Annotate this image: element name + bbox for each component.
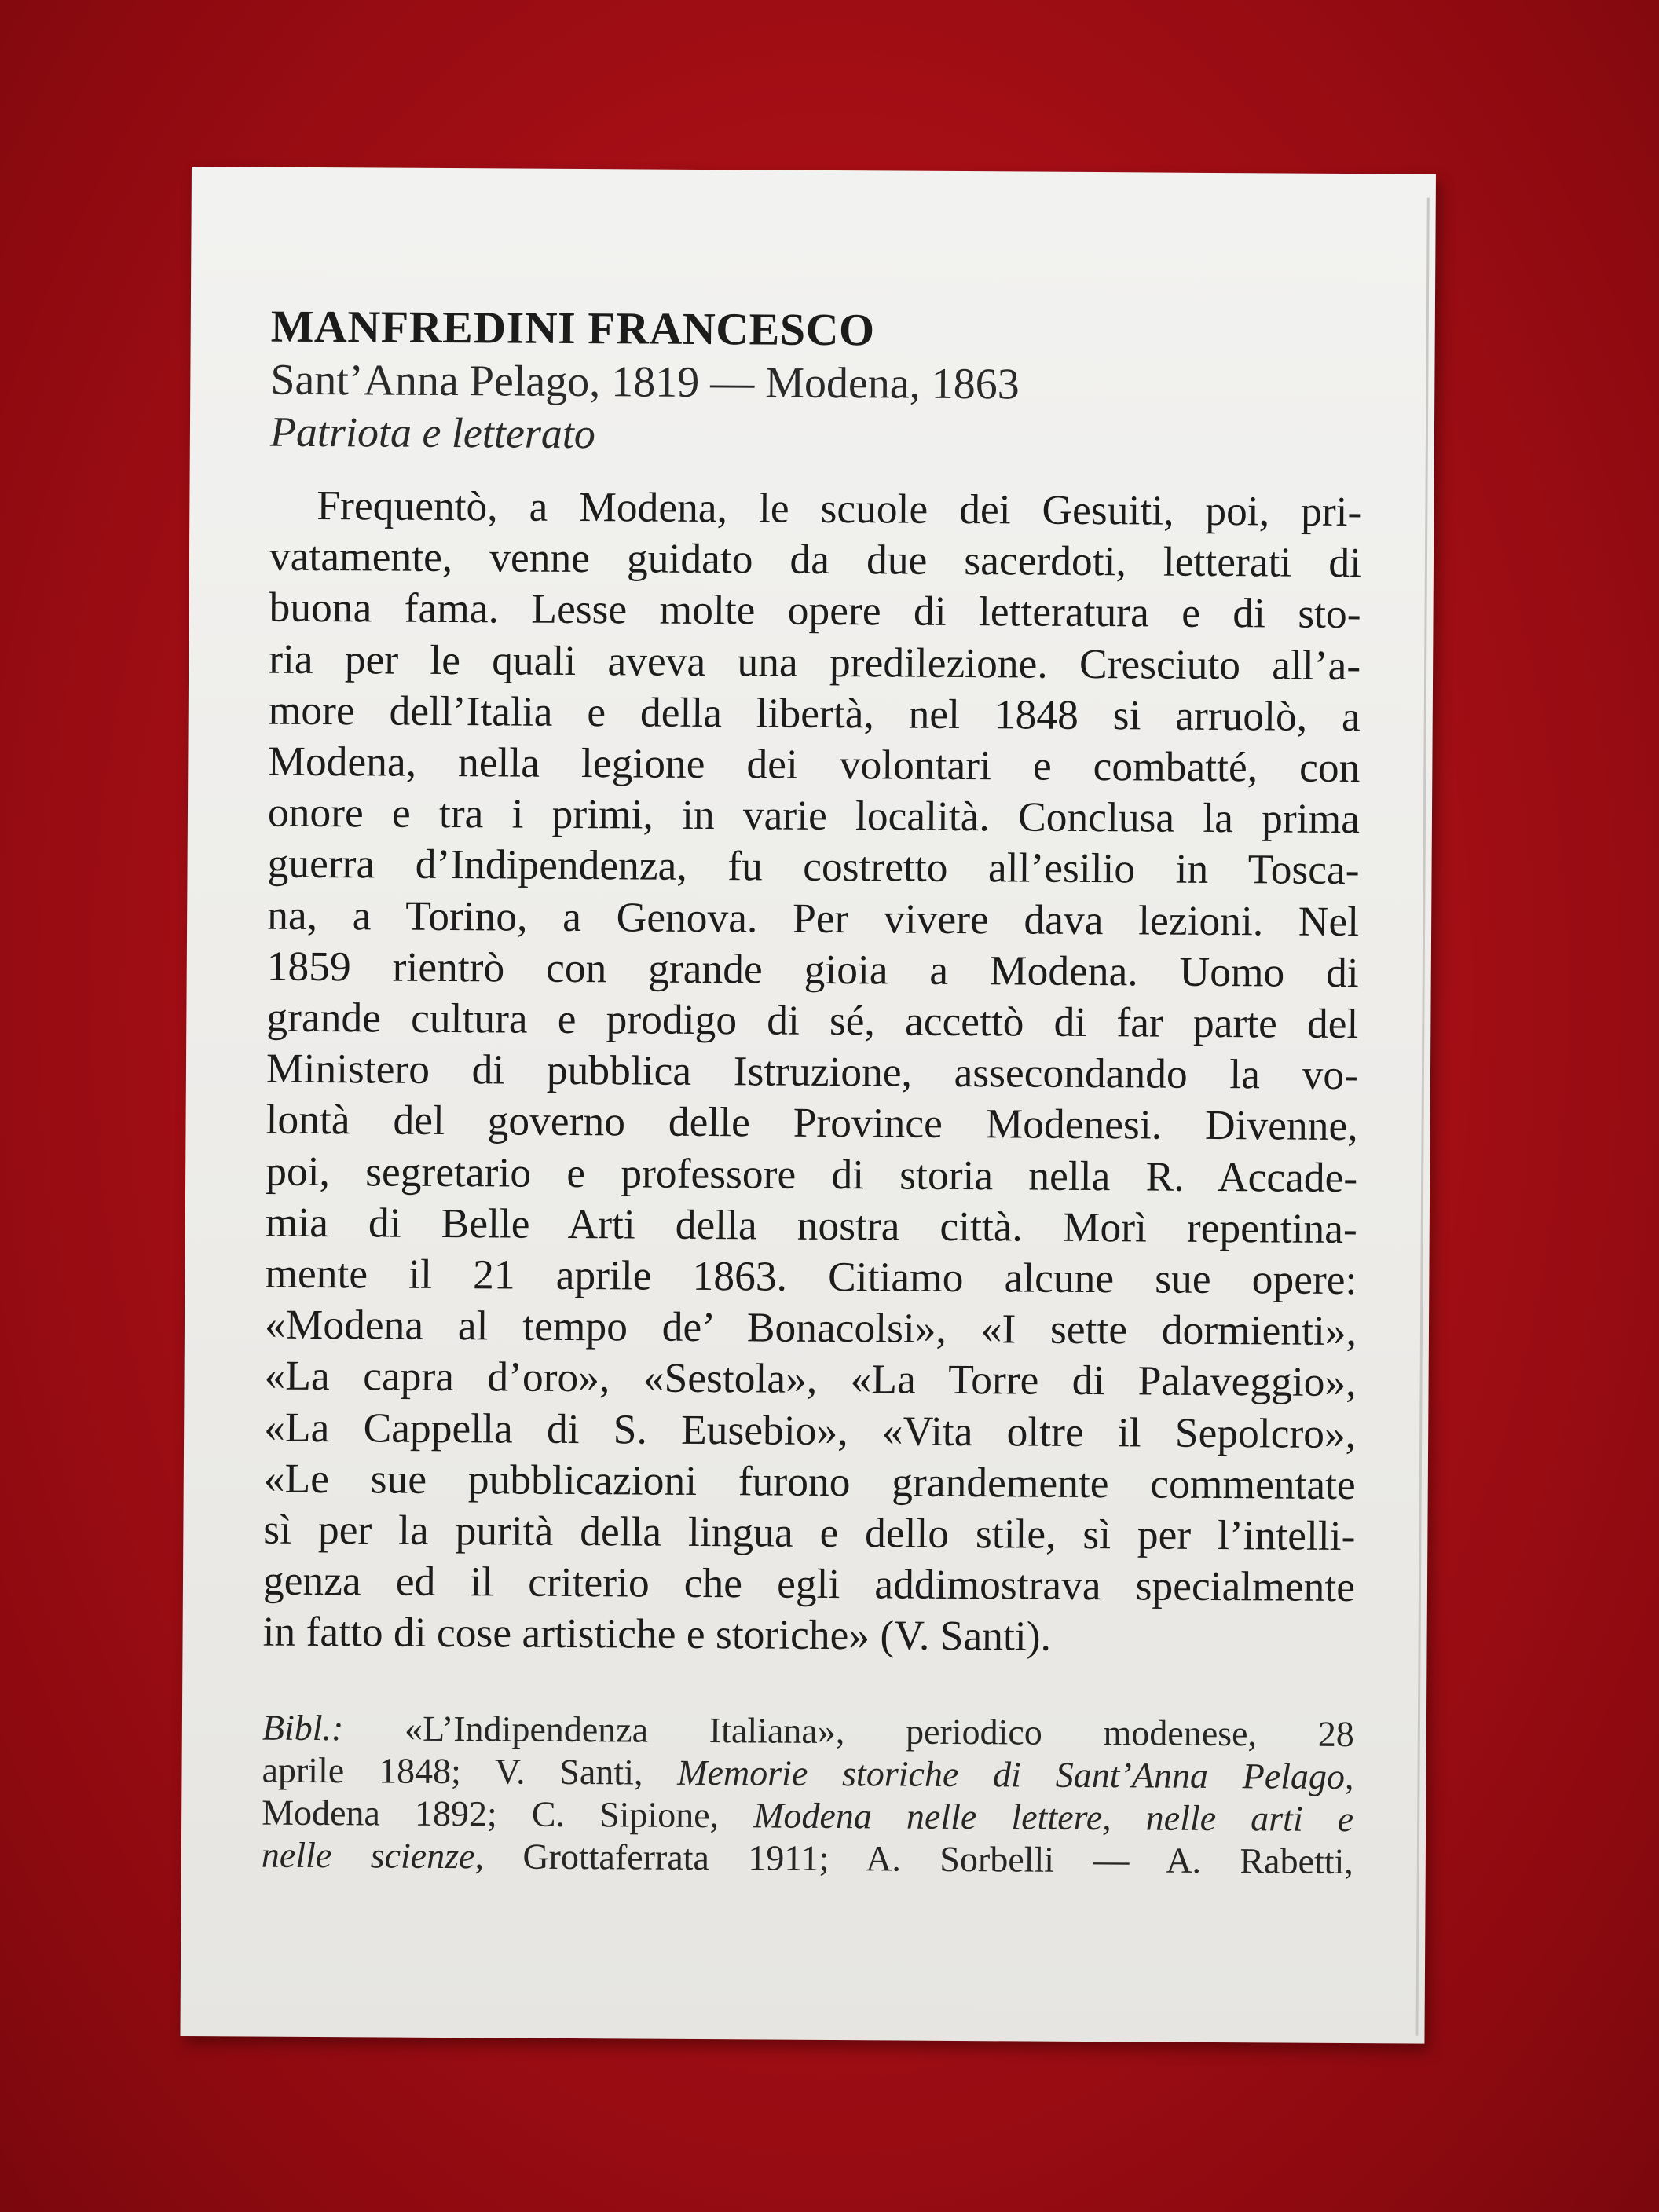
body-line: 1859 rientrò con grande gioia a Modena. Uomo di bbox=[266, 942, 1359, 996]
body-line: «Le sue pubblicazioni furono grandemente commentate bbox=[263, 1454, 1356, 1508]
body-line: poi, segretario e professore di storia nella R. Accade- bbox=[266, 1147, 1358, 1201]
body-line: sì per la purità della lingua e dello stile, sì per l’intelli- bbox=[263, 1505, 1356, 1560]
body-line: vatamente, venne guidato da due sacerdoti, letterati di bbox=[269, 532, 1362, 587]
bibliography-line bbox=[262, 1749, 1353, 1797]
bibliography-label: Bibl.: bbox=[262, 1707, 344, 1748]
body-line: Ministero di pubblica Istruzione, assecondando la vo- bbox=[266, 1044, 1359, 1099]
body-line: mia di Belle Arti della nostra città. Morì repentina- bbox=[265, 1198, 1357, 1252]
body-line: guerra d’Indipendenza, fu costretto all’esilio in Tosca- bbox=[267, 840, 1360, 894]
body-line: in fatto di cose artistiche e storiche» (V. Santi). bbox=[262, 1608, 1052, 1661]
bibliography-title: Memorie storiche di Sant’Anna Pelago, bbox=[677, 1752, 1354, 1796]
bibliography-text: aprile 1848; V. Santi, bbox=[262, 1749, 678, 1793]
birth-death-dates: Sant’Anna Pelago, 1819 — Modena, 1863 bbox=[270, 355, 1020, 409]
body-line: Frequentò, a Modena, le scuole dei Gesuiti, poi, pri- bbox=[317, 481, 1362, 536]
bibliography-title: Modena nelle lettere, nelle arti e bbox=[753, 1795, 1354, 1839]
body-line: grande cultura e prodigo di sé, accettò di far parte del bbox=[266, 993, 1359, 1048]
person-role: Patriota e letterato bbox=[269, 408, 596, 458]
body-line: ria per le quali aveva una predilezione. Cresciuto all’a- bbox=[268, 635, 1361, 689]
bibliography-text: Grottaferrata 1911; A. Sorbelli — A. Rabetti, bbox=[483, 1835, 1353, 1881]
body-line: Modena, nella legione dei volontari e combatté, con bbox=[268, 737, 1361, 792]
bibliography-title: nelle scienze, bbox=[261, 1834, 485, 1876]
body-line: more dell’Italia e della libertà, nel 1848 si arruolò, a bbox=[268, 686, 1361, 740]
bibliography-text: «L’Indipendenza Italiana», periodico modenese, 28 bbox=[404, 1708, 1354, 1754]
bibliography bbox=[262, 1706, 1354, 1882]
body-line: genza ed il criterio che egli addimostrava specialmente bbox=[262, 1556, 1356, 1611]
body-line: na, a Torino, a Genova. Per vivere dava lezioni. Nel bbox=[267, 891, 1360, 945]
card-content bbox=[262, 299, 1363, 1883]
bibliography-line bbox=[262, 1791, 1353, 1840]
bibliography-line bbox=[262, 1706, 1354, 1755]
body-line: buona fama. Lesse molte opere di letteratura e di sto- bbox=[269, 584, 1361, 638]
body-line: «La Cappella di S. Eusebio», «Vita oltre il Sepolcro», bbox=[264, 1403, 1357, 1457]
body-line: mente il 21 aprile 1863. Citiamo alcune sue opere: bbox=[265, 1249, 1357, 1304]
bibliography-line bbox=[262, 1833, 1353, 1882]
person-name: MANFREDINI FRANCESCO bbox=[270, 300, 875, 356]
body-line: lontà del governo delle Province Modenesi. Divenne, bbox=[266, 1096, 1358, 1150]
card-edge bbox=[1415, 198, 1429, 2036]
biography-text bbox=[262, 480, 1361, 1664]
body-line: «Modena al tempo de’ Bonacolsi», «I sette dormienti», bbox=[264, 1300, 1357, 1355]
body-line: «La capra d’oro», «Sestola», «La Torre di Palaveggio», bbox=[264, 1352, 1357, 1406]
body-line: onore e tra i primi, in varie località. Conclusa la prima bbox=[267, 788, 1361, 843]
biography-card bbox=[180, 167, 1436, 2044]
bibliography-text: Modena 1892; C. Sipione, bbox=[262, 1792, 754, 1836]
